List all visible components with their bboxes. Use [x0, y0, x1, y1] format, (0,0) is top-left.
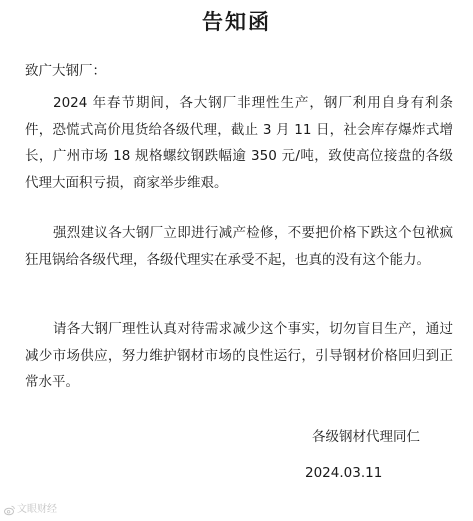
page-title: 告知函: [202, 10, 271, 34]
signature: 各级钢材代理同仁: [312, 429, 420, 445]
salutation: 致广大钢厂：: [25, 63, 106, 79]
watermark: [4, 504, 57, 516]
watermark-text: 文眼财经: [17, 504, 57, 515]
paragraph-3: 请各大钢厂理性认真对待需求减少这个事实，切勿盲目生产，通过减少市场供应，努力维护钢材市场的良性运行，引导钢材价格回归到正常水平。: [25, 321, 453, 390]
date: 2024.03.11: [305, 465, 383, 481]
paragraph-1: 2024 年春节期间，各大钢厂非理性生产，钢厂利用自身有利条件，恐慌式高价甩货给各级代理，截止 3 月 11 日，社会库存爆炸式增长，广州市场 18 规格螺纹钢跌幅逾 350 元/吨，致使高位接盘的各级代理大面积亏损，商家举步维艰。: [25, 95, 453, 191]
paragraph-2: 强烈建议各大钢厂立即进行减产检修，不要把价格下跌这个包袱疯狂甩锅给各级代理，各级代理实在承受不起，也真的没有这个能力。: [25, 225, 453, 268]
weibo-icon: [4, 505, 15, 516]
